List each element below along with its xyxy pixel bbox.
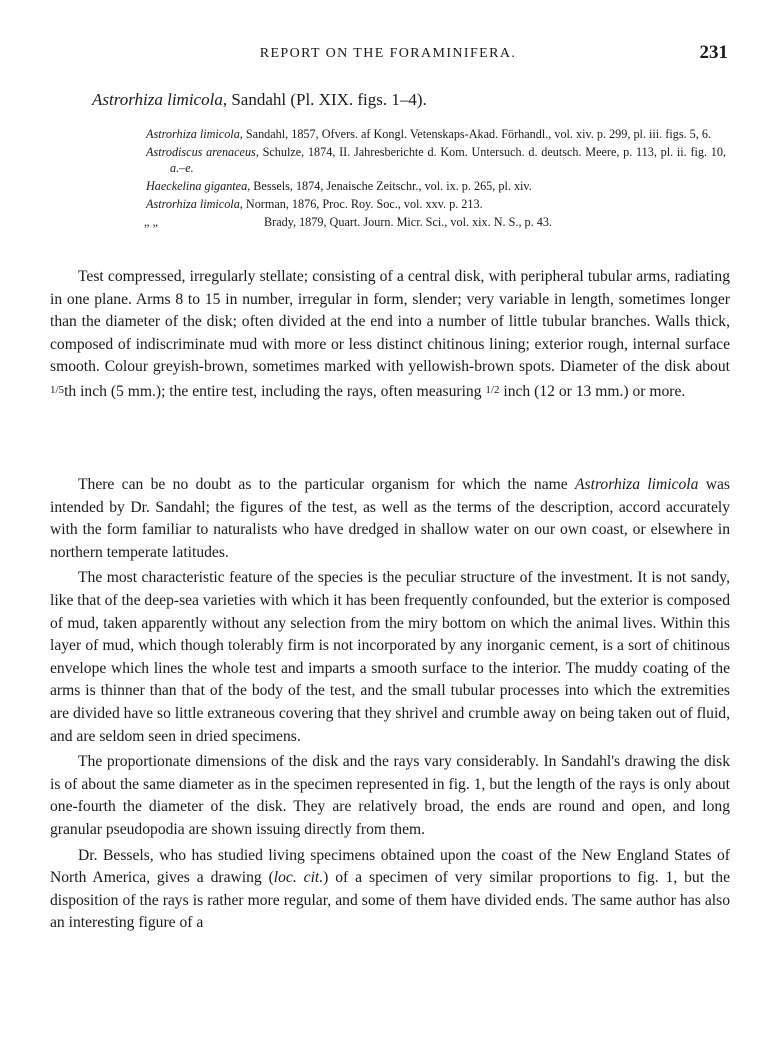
synonymy-entry: [146, 126, 726, 142]
discussion-paragraph-4: Dr. Bessels, who has studied living specimens obtained upon the coast of the New England States of North America, gives a drawing (loc. cit.) of a specimen of very similar proportions to fig. 1, but the disposition of the rays is rather more regular, and some of them have divided ends. The same author has also an interesting figure of a: [50, 846, 731, 932]
discussion-paragraph-3: The proportionate dimensions of the disk and the rays vary considerably. In Sandahl's drawing the disk is of about the same diameter as in the specimen represented in fig. 1, but the length of the rays is only about one-fourth the diameter of the disk. They are relatively broad, the ends are round and open, and long granular pseudopodia are shown issuing directly from them.: [50, 753, 730, 838]
page-number: 231: [699, 42, 728, 63]
synonym-taxon: Haeckelina gigantea: [146, 179, 248, 193]
synonym-taxon: Astrorhiza limicola: [146, 197, 240, 211]
species-authority: , Sandahl (Pl. XIX. figs. 1–4).: [222, 90, 427, 109]
discussion-paragraph-1: There can be no doubt as to the particular organism for which the name Astrorhiza limicola was intended by Dr. Sandahl; the figures of the test, as well as the terms of the description, accord accurately with the form familiar to naturalists who have dredged in shallow water on our own coast, or elsewhere in northern temperate latitudes.: [50, 476, 731, 561]
species-name: Astrorhiza limicola: [92, 90, 223, 109]
synonymy-list: [146, 126, 726, 232]
fraction-one-fifth: 1/5: [50, 383, 65, 396]
page-header: [0, 42, 776, 66]
synonym-citation: , Sandahl, 1857, Ofvers. af Kongl. Vetenskaps-Akad. Förhandl., vol. xiv. p. 299, pl. iii. figs. 5, 6.: [239, 127, 711, 141]
loc-cit: loc. cit.: [273, 869, 324, 887]
ditto-marks: „ „: [144, 215, 158, 229]
synonymy-entry: [146, 144, 726, 176]
synonym-figure-letters: a.–e.: [170, 161, 194, 175]
species-description: [50, 266, 730, 404]
synonymy-entry: [146, 196, 726, 212]
description-paragraph: Test compressed, irregularly stellate; consisting of a central disk, with peripheral tubular arms, radiating in one plane. Arms 8 to 15 in number, irregular in form, slender; very variable in length, sometimes longer than the diameter of the disk; often divided at the end into a number of little tubular branches. Walls thick, composed of indiscriminate mud with more or less distinct chitinous lining; exterior rough, internal surface smooth. Colour greyish-brown, sometimes marked with yellowish-brown spots. Diameter of the disk about 1/5th inch (5 mm.); the entire test, including the rays, often measuring 1/2 inch (12 or 13 mm.) or more.: [50, 268, 730, 400]
fraction-one-half: 1/2: [485, 383, 500, 396]
synonymy-entry: [146, 178, 726, 194]
synonym-citation: , Bessels, 1874, Jenaische Zeitschr., vol. ix. p. 265, pl. xiv.: [247, 179, 532, 193]
synonym-taxon: Astrorhiza limicola: [146, 127, 240, 141]
synonym-taxon: Astrodiscus arenaceus: [146, 145, 256, 159]
species-name-inline: Astrorhiza limicola: [575, 476, 699, 493]
running-title: REPORT ON THE FORAMINIFERA.: [259, 46, 517, 61]
synonymy-entry: [146, 214, 726, 230]
species-discussion: [50, 474, 730, 935]
synonym-citation: , Norman, 1876, Proc. Roy. Soc., vol. xxv. p. 213.: [239, 197, 483, 211]
synonym-citation: , Schulze, 1874, II. Jahresberichte d. Kom. Untersuch. d. deutsch. Meere, p. 113, pl. ii. fig. 10,: [255, 145, 727, 159]
synonym-citation: Brady, 1879, Quart. Journ. Micr. Sci., vol. xix. N. S., p. 43.: [264, 215, 552, 229]
discussion-paragraph-2: The most characteristic feature of the species is the peculiar structure of the investment. It is not sandy, like that of the deep-sea varieties with which it has been frequently confounded, but the exterior is composed of mud, taken apparently without any selection from the miry bottom on which the animal lives. Within this layer of mud, which though tolerably firm is not incorporated by any inorganic cement, is a sort of chitinous envelope which lines the whole test and imparts a smooth surface to the interior. The muddy coating of the arms is thinner than that of the body of the test, and the small tubular processes into which the extremities are divided have so little extraneous covering that they shrivel and crumble away on being taken out of fluid, and are seldom seen in dried specimens.: [50, 569, 730, 745]
species-heading: [92, 90, 427, 110]
